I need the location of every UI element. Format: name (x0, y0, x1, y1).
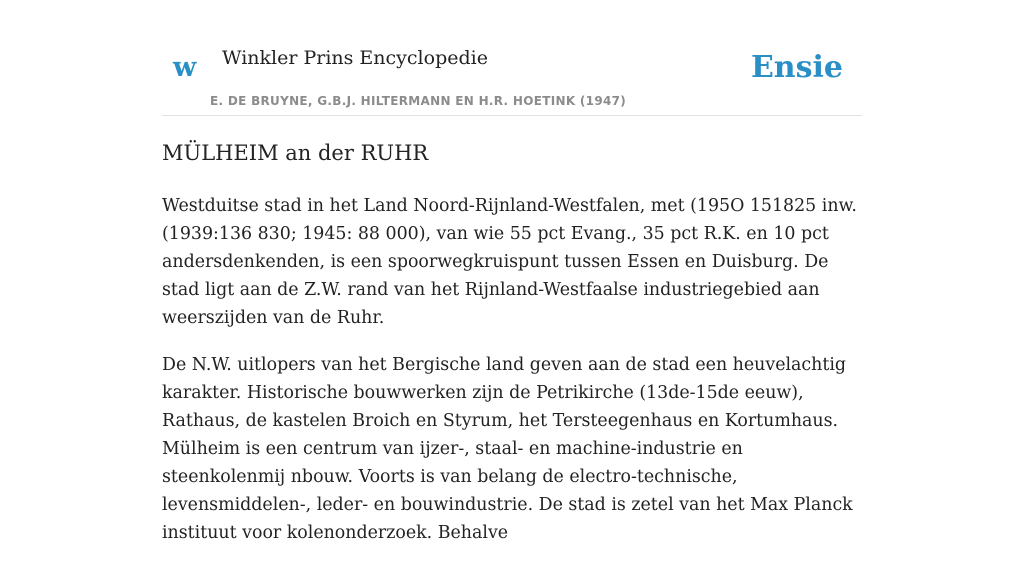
source-header (162, 40, 862, 116)
source-authors: E. DE BRUYNE, G.B.J. HILTERMANN EN H.R. HOETINK (1947) (210, 94, 627, 108)
source-title-link[interactable]: Winkler Prins Encyclopedie (222, 47, 488, 69)
article-paragraph: Westduitse stad in het Land Noord-Rijnland-Westfalen, met (195O 151825 inw. (1939:136 830; 1945: 88 000), van wie 55 pct Evang., 35 pct R.K. en 10 pct andersdenkenden, is een spoorwegkruispunt tussen Essen en Duisburg. De stad ligt aan de Z.W. rand van het Rijnland-Westfaalse industriegebied aan weerszijden van de Ruhr. (162, 196, 857, 328)
article-body (162, 192, 862, 566)
ensie-brand-logo[interactable]: Ensie (750, 50, 843, 85)
article-paragraph: De N.W. uitlopers van het Bergische land geven aan de stad een heuvelachtig karakter. Historische bouwwerken zijn de Petrikirche (13de-15de eeuw), Rathaus, de kastelen Broich en Styrum, het Tersteegenhaus en Kortumhaus. Mülheim is een centrum van ijzer-, staal- en machine-industrie en steenkolenmij nbouw. Voorts is van belang de electro-technische, levensmiddelen-, leder- en bouwindustrie. De stad is zetel van het Max Planck instituut voor kolenonderzoek. Behalve (162, 355, 853, 543)
article-title: MÜLHEIM an der RUHR (162, 141, 429, 165)
source-logo-icon[interactable]: w (173, 52, 197, 83)
